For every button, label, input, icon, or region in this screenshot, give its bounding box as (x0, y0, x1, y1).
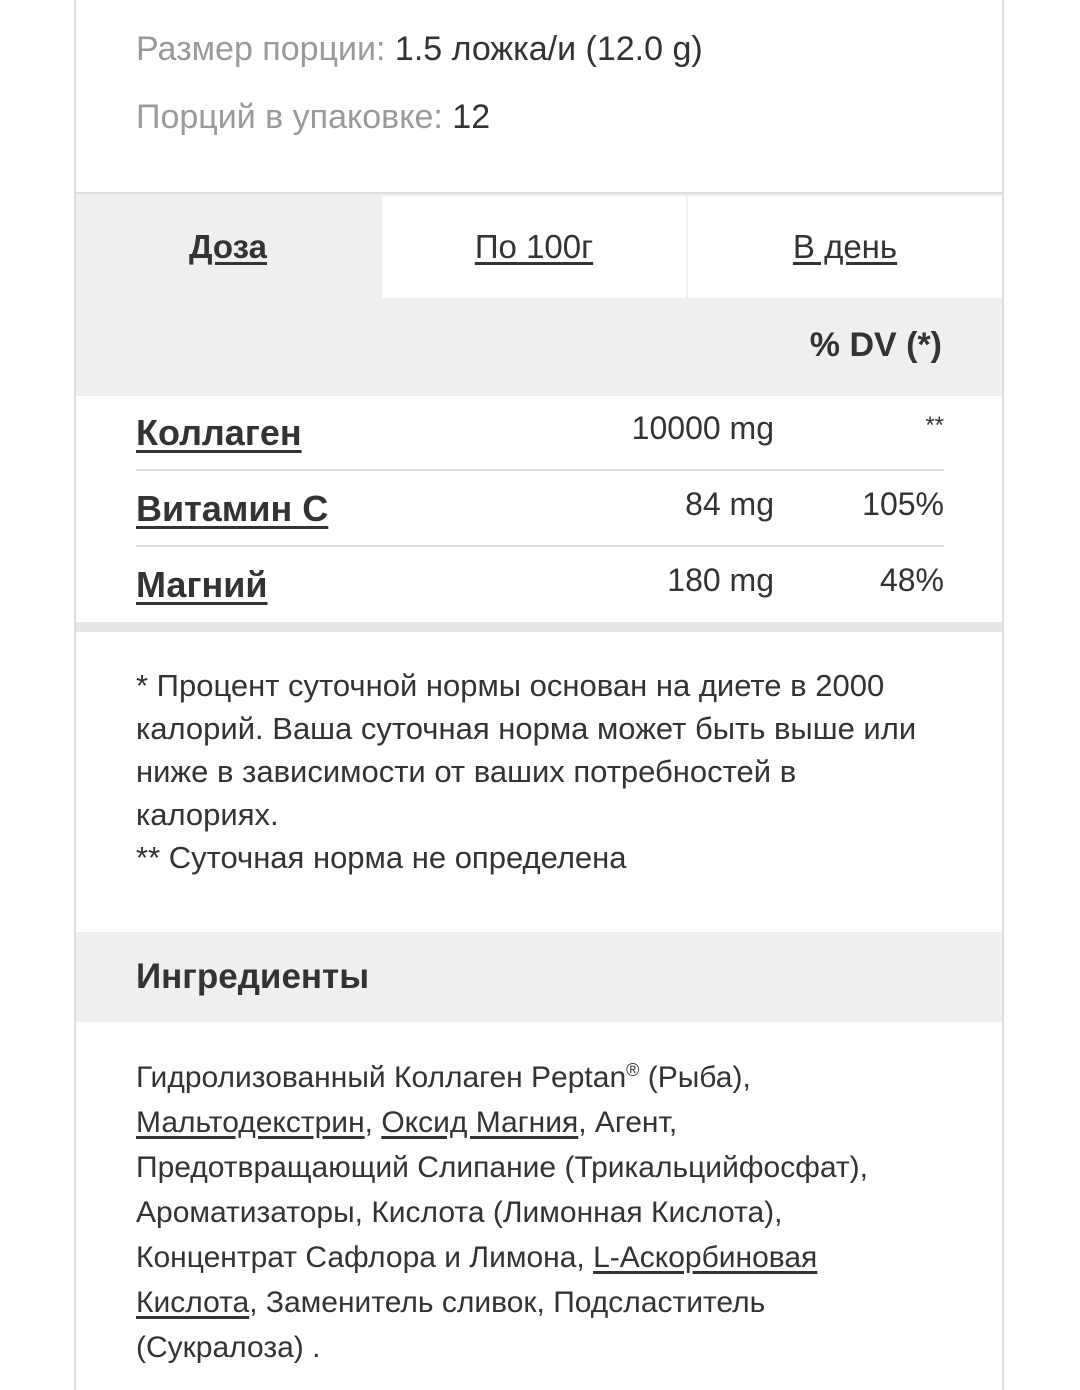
ingredient-text: Гидролизованный Коллаген Peptan (136, 1061, 627, 1094)
nutrient-link-magnesium[interactable]: Магний (136, 564, 268, 605)
dose-tabs (76, 192, 1002, 300)
serving-size-label: Размер порции: (136, 30, 386, 68)
nutrient-dv: 48% (879, 562, 944, 598)
nutrient-amount: 10000 mg (631, 410, 774, 446)
row-divider (136, 469, 944, 471)
ingredient-text: , (364, 1106, 382, 1139)
nutrient-amount: 84 mg (685, 486, 774, 522)
table-row (136, 410, 944, 484)
servings-label: Порций в упаковке: (136, 98, 443, 136)
dv-header: % DV (*) (809, 326, 942, 364)
ingredients-list (136, 1048, 936, 1370)
nutrient-link-collagen[interactable]: Коллаген (136, 412, 302, 453)
footnotes (136, 664, 936, 879)
not-defined-footnote: ** Суточная норма не определена (136, 840, 627, 875)
ingredient-link-ascorbic-acid[interactable]: L-Аскорбиновая Кислота (136, 1241, 818, 1319)
nutrient-dv: 105% (862, 486, 944, 522)
ingredients-title: Ингредиенты (136, 957, 370, 996)
ingredient-text: (Рыба), (639, 1061, 751, 1094)
ingredients-header (76, 932, 1002, 1022)
ingredient-link-maltodextrin[interactable]: Мальтодекстрин (136, 1106, 365, 1139)
ingredient-text: , Агент, Предотвращающий Слипание (Трикальцийфосфат), Ароматизаторы, Кислота (Лимонная Кислота), Концентрат Сафлора и Лимона, (136, 1106, 868, 1274)
table-bottom-border (76, 622, 1002, 632)
nutrient-dv: ** (925, 412, 944, 439)
registered-mark: ® (626, 1060, 640, 1080)
servings-value: 12 (452, 98, 491, 136)
serving-size-value: 1.5 ложка/и (12.0 g) (394, 30, 703, 68)
dv-header-row (76, 298, 1002, 396)
servings-per-container (136, 98, 490, 137)
tab-dose[interactable]: Доза (76, 196, 380, 298)
table-row (136, 486, 944, 560)
tab-per-day[interactable]: В день (688, 196, 1002, 298)
ingredient-text: , Заменитель сливок, Подсластитель (Сукралоза) . (136, 1286, 766, 1364)
row-divider (136, 545, 944, 547)
tab-per-100g[interactable]: По 100г (382, 196, 686, 298)
nutrient-link-vitamin-c[interactable]: Витамин C (136, 488, 329, 529)
ingredient-link-magnesium-oxide[interactable]: Оксид Магния (381, 1106, 579, 1139)
nutrient-amount: 180 mg (667, 562, 774, 598)
dv-footnote: * Процент суточной нормы основан на диете в 2000 калорий. Ваша суточная норма может быть выше или ниже в зависимости от ваших потребностей в калориях. (136, 668, 917, 832)
serving-size (136, 30, 703, 69)
